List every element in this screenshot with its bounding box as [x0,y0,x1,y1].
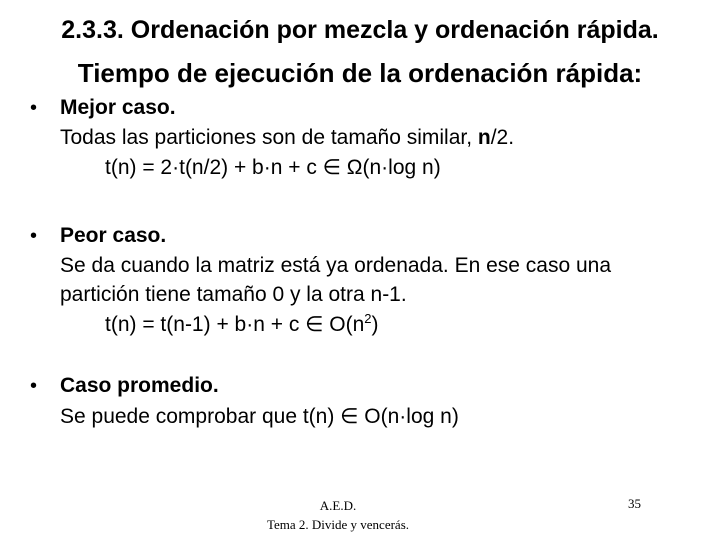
average-case-section [30,374,710,433]
average-case-description: Se puede comprobar que t(n) ∈ O(n·log n) [60,405,459,428]
exponent: 2 [364,311,372,326]
best-case-formula: t(n) = 2·t(n/2) + b·n + c ∈ Ω(n·log n) [105,156,441,179]
worst-case-description-line1: Se da cuando la matriz está ya ordenada. En ese caso una [60,254,612,277]
footer-course-info [238,496,438,534]
worst-case-section [30,224,710,342]
element-of-symbol: ∈ [322,156,341,179]
best-case-section [30,96,710,185]
worst-case-formula: t(n) = t(n-1) + b·n + c ∈ $O(n^2)$ [105,311,379,336]
worst-case-heading: Peor caso. [60,224,167,247]
page-number: 35 [628,496,641,511]
element-of-symbol: ∈ [340,405,359,428]
bullet-icon: • [30,375,38,397]
bullet-icon: • [30,225,38,247]
footer-course-name: A.E.D. [319,498,357,513]
slide-subtitle: Tiempo de ejecución de la ordenación rápida: [77,58,643,88]
best-case-description: Todas las particiones son de tamaño similar, n/2. [60,126,515,149]
average-case-heading: Caso promedio. [60,374,219,397]
worst-case-bullet-line [30,224,710,254]
best-case-heading: Mejor caso. [60,96,176,119]
best-case-bullet-line [30,96,710,126]
element-of-symbol: ∈ [305,313,324,336]
worst-case-description-line2: partición tiene tamaño 0 y la otra n-1. [60,283,407,306]
average-case-bullet-line [30,374,710,404]
slide-title: 2.3.3. Ordenación por mezcla y ordenación rápida. [61,16,659,44]
bullet-icon: • [30,97,38,119]
footer-topic: Tema 2. Divide y vencerás. [266,517,410,532]
